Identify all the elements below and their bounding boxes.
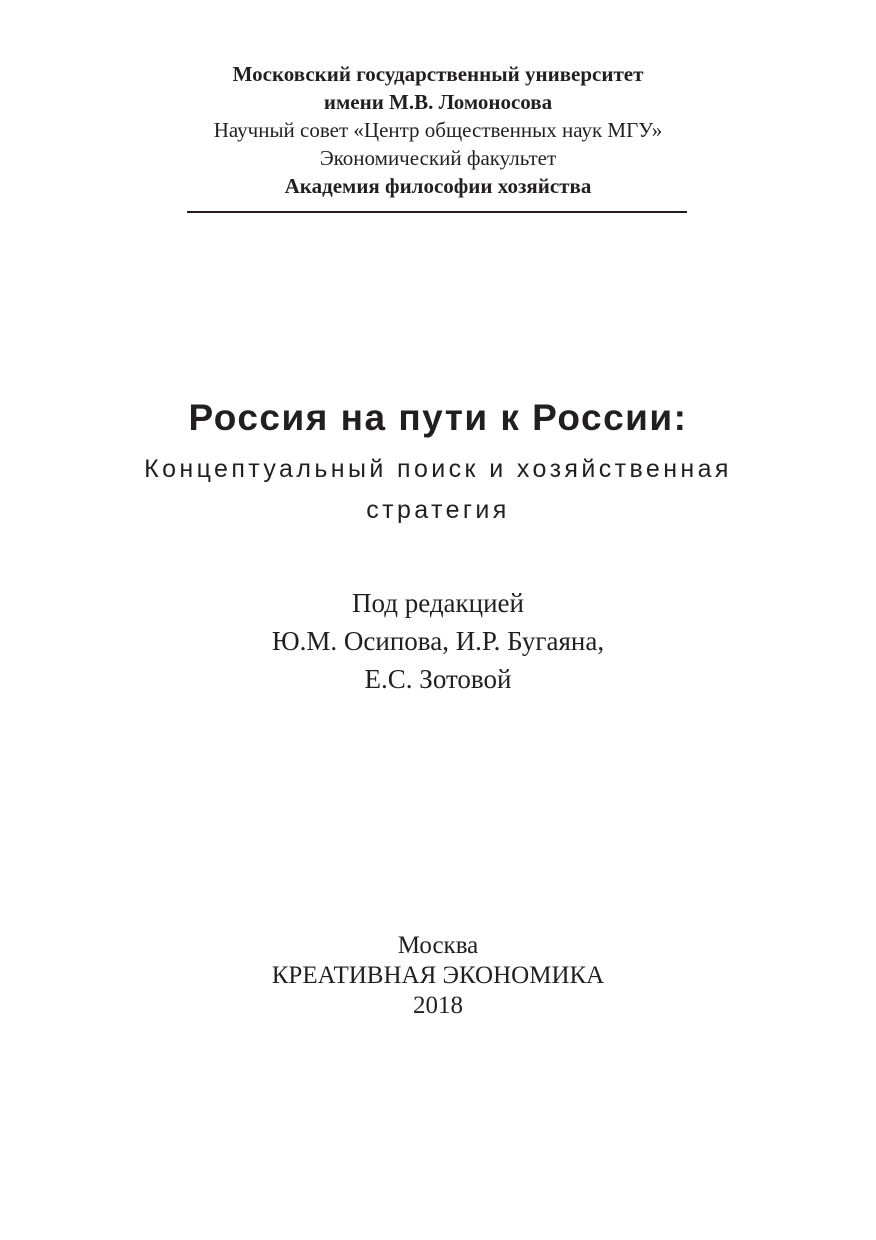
- faculty-name: Экономический факультет: [319, 146, 557, 170]
- book-title: Россия на пути к России:: [188, 397, 688, 438]
- editor-names-line-2: Е.С. Зотовой: [364, 664, 512, 694]
- editor-names-line-1: Ю.М. Осипова, И.Р. Бугаяна,: [271, 626, 605, 656]
- editors-block: [0, 584, 876, 698]
- publication-year: 2018: [413, 992, 463, 1019]
- scientific-council: Научный совет «Центр общественных наук МГУ»: [213, 118, 663, 142]
- publication-city: Москва: [397, 932, 479, 959]
- university-name: Московский государственный университет: [232, 62, 644, 86]
- book-subtitle-line-2: стратегия: [366, 496, 510, 524]
- academy-name: Академия философии хозяйства: [284, 174, 592, 198]
- institution-header: [0, 60, 876, 200]
- university-name-continued: имени М.В. Ломоносова: [323, 90, 553, 114]
- edited-by-label: Под редакцией: [351, 588, 524, 618]
- imprint-block: [0, 931, 876, 1021]
- book-subtitle-line-1: Концептуальный поиск и хозяйственная: [144, 455, 732, 483]
- header-divider: [187, 211, 687, 213]
- publisher-name: КРЕАТИВНАЯ ЭКОНОМИКА: [271, 962, 605, 989]
